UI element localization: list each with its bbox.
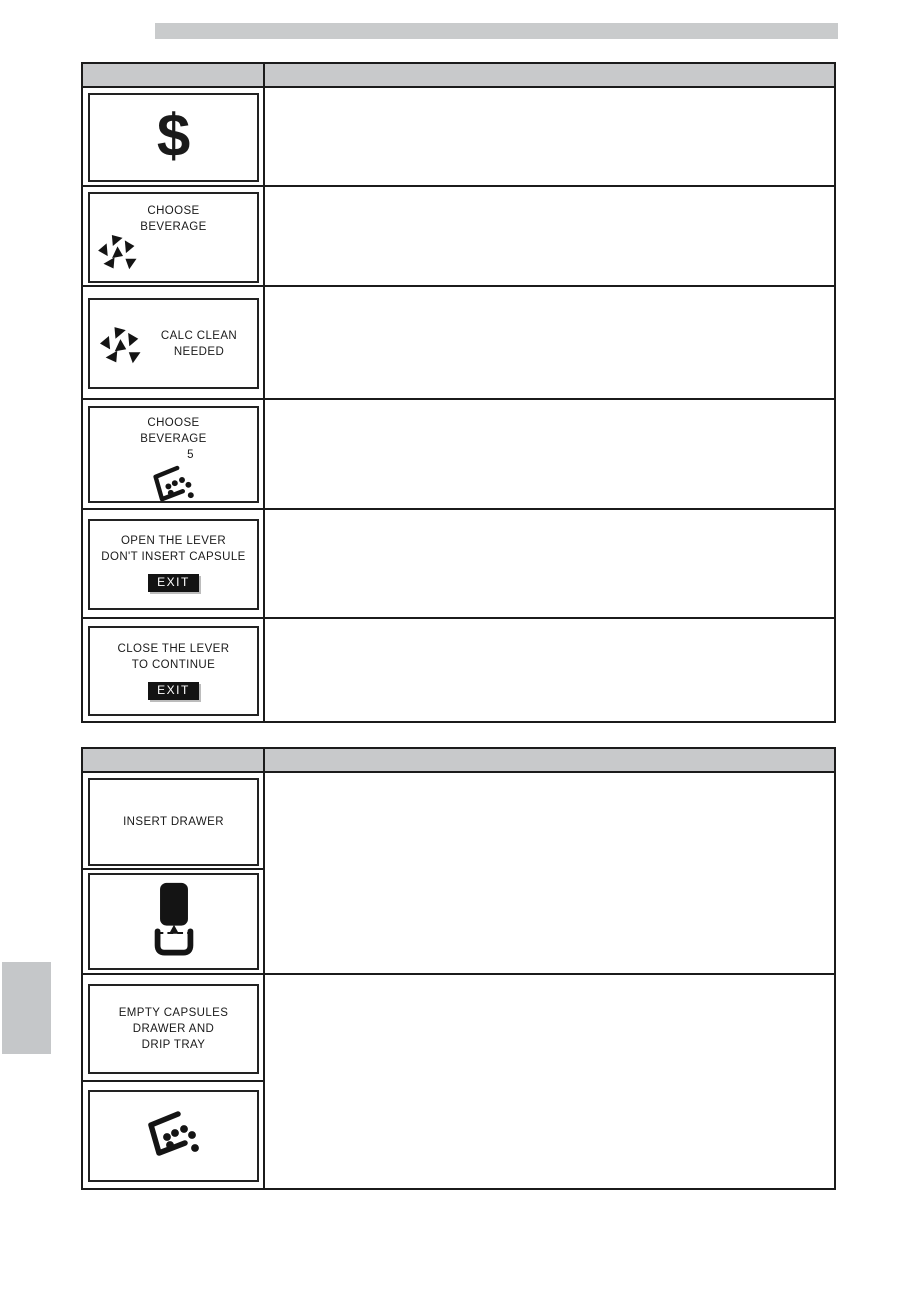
table-row — [83, 510, 834, 619]
display-line: TO CONTINUE — [131, 659, 216, 671]
page-title-bar — [155, 23, 838, 39]
insert-drawer-icon — [151, 876, 197, 967]
screen-cell — [83, 510, 265, 617]
table-row — [83, 619, 834, 723]
display-line: DRAWER AND — [132, 1023, 215, 1035]
screen-cell — [83, 400, 265, 508]
display-screen-close-lever — [88, 626, 259, 716]
display-line: BEVERAGE — [140, 433, 207, 445]
display-line: INSERT DRAWER — [123, 816, 224, 828]
display-messages-table-1 — [81, 62, 836, 723]
display-messages-table-2 — [81, 747, 836, 1190]
display-screen-calc-clean — [88, 298, 259, 389]
display-line: NEEDED — [173, 345, 225, 358]
description-cell — [265, 975, 834, 1190]
display-line: CALC CLEAN — [160, 329, 238, 342]
display-screen-open-lever — [88, 519, 259, 610]
description-cell — [265, 187, 834, 285]
table-row-group — [83, 773, 834, 975]
display-screen-choose-beverage — [88, 192, 259, 283]
display-line: DON'T INSERT CAPSULE — [101, 551, 246, 563]
display-line: EMPTY CAPSULES — [118, 1007, 229, 1019]
display-screen-insert-drawer-text — [88, 778, 259, 866]
screen-cell — [83, 975, 265, 1190]
display-screen-insert-drawer-icon — [88, 873, 259, 970]
dollar-sign-icon: $ — [156, 101, 191, 169]
description-cell — [265, 510, 834, 617]
exit-button: EXIT — [148, 682, 199, 700]
screen-cell — [83, 773, 265, 973]
description-cell — [265, 287, 834, 398]
display-screen-empty-capsules — [88, 984, 259, 1074]
blinking-triangles-icon — [99, 322, 145, 366]
description-cell — [265, 773, 834, 973]
table1-header-display-column — [83, 64, 265, 86]
capsule-drawer-icon — [143, 1109, 205, 1164]
table2-header-display-column — [83, 749, 265, 771]
table2-header-description-column — [265, 749, 834, 771]
table-row-group — [83, 975, 834, 1190]
screen-cell — [83, 287, 265, 398]
table2-header-row — [83, 749, 834, 773]
display-screen-choose-beverage-5 — [88, 406, 259, 503]
description-cell — [265, 400, 834, 508]
page-side-tab — [2, 962, 51, 1054]
exit-button: EXIT — [148, 574, 199, 592]
display-line: OPEN THE LEVER — [120, 535, 227, 547]
display-line: CHOOSE — [147, 417, 200, 429]
screen-subcell — [83, 870, 263, 973]
screen-cell — [83, 619, 265, 723]
table1-header-description-column — [265, 64, 834, 86]
capsule-drawer-icon — [90, 464, 257, 504]
blinking-triangles-icon — [97, 231, 141, 276]
table-row — [83, 187, 834, 287]
display-line: BEVERAGE — [140, 221, 207, 233]
description-cell — [265, 619, 834, 723]
table-row — [83, 88, 834, 187]
display-screen-payment — [88, 93, 259, 182]
screen-subcell — [83, 1082, 263, 1190]
display-line: DRIP TRAY — [141, 1039, 206, 1051]
display-line: CLOSE THE LEVER — [117, 643, 230, 655]
display-screen-capsule-drawer-icon — [88, 1090, 259, 1182]
screen-cell — [83, 88, 265, 185]
table1-header-row — [83, 64, 834, 88]
screen-subcell — [83, 773, 263, 870]
display-line: CHOOSE — [147, 205, 200, 217]
screen-subcell — [83, 975, 263, 1082]
screen-cell — [83, 187, 265, 285]
display-line-count: 5 — [187, 449, 194, 461]
table-row — [83, 287, 834, 400]
description-cell — [265, 88, 834, 185]
table-row — [83, 400, 834, 510]
